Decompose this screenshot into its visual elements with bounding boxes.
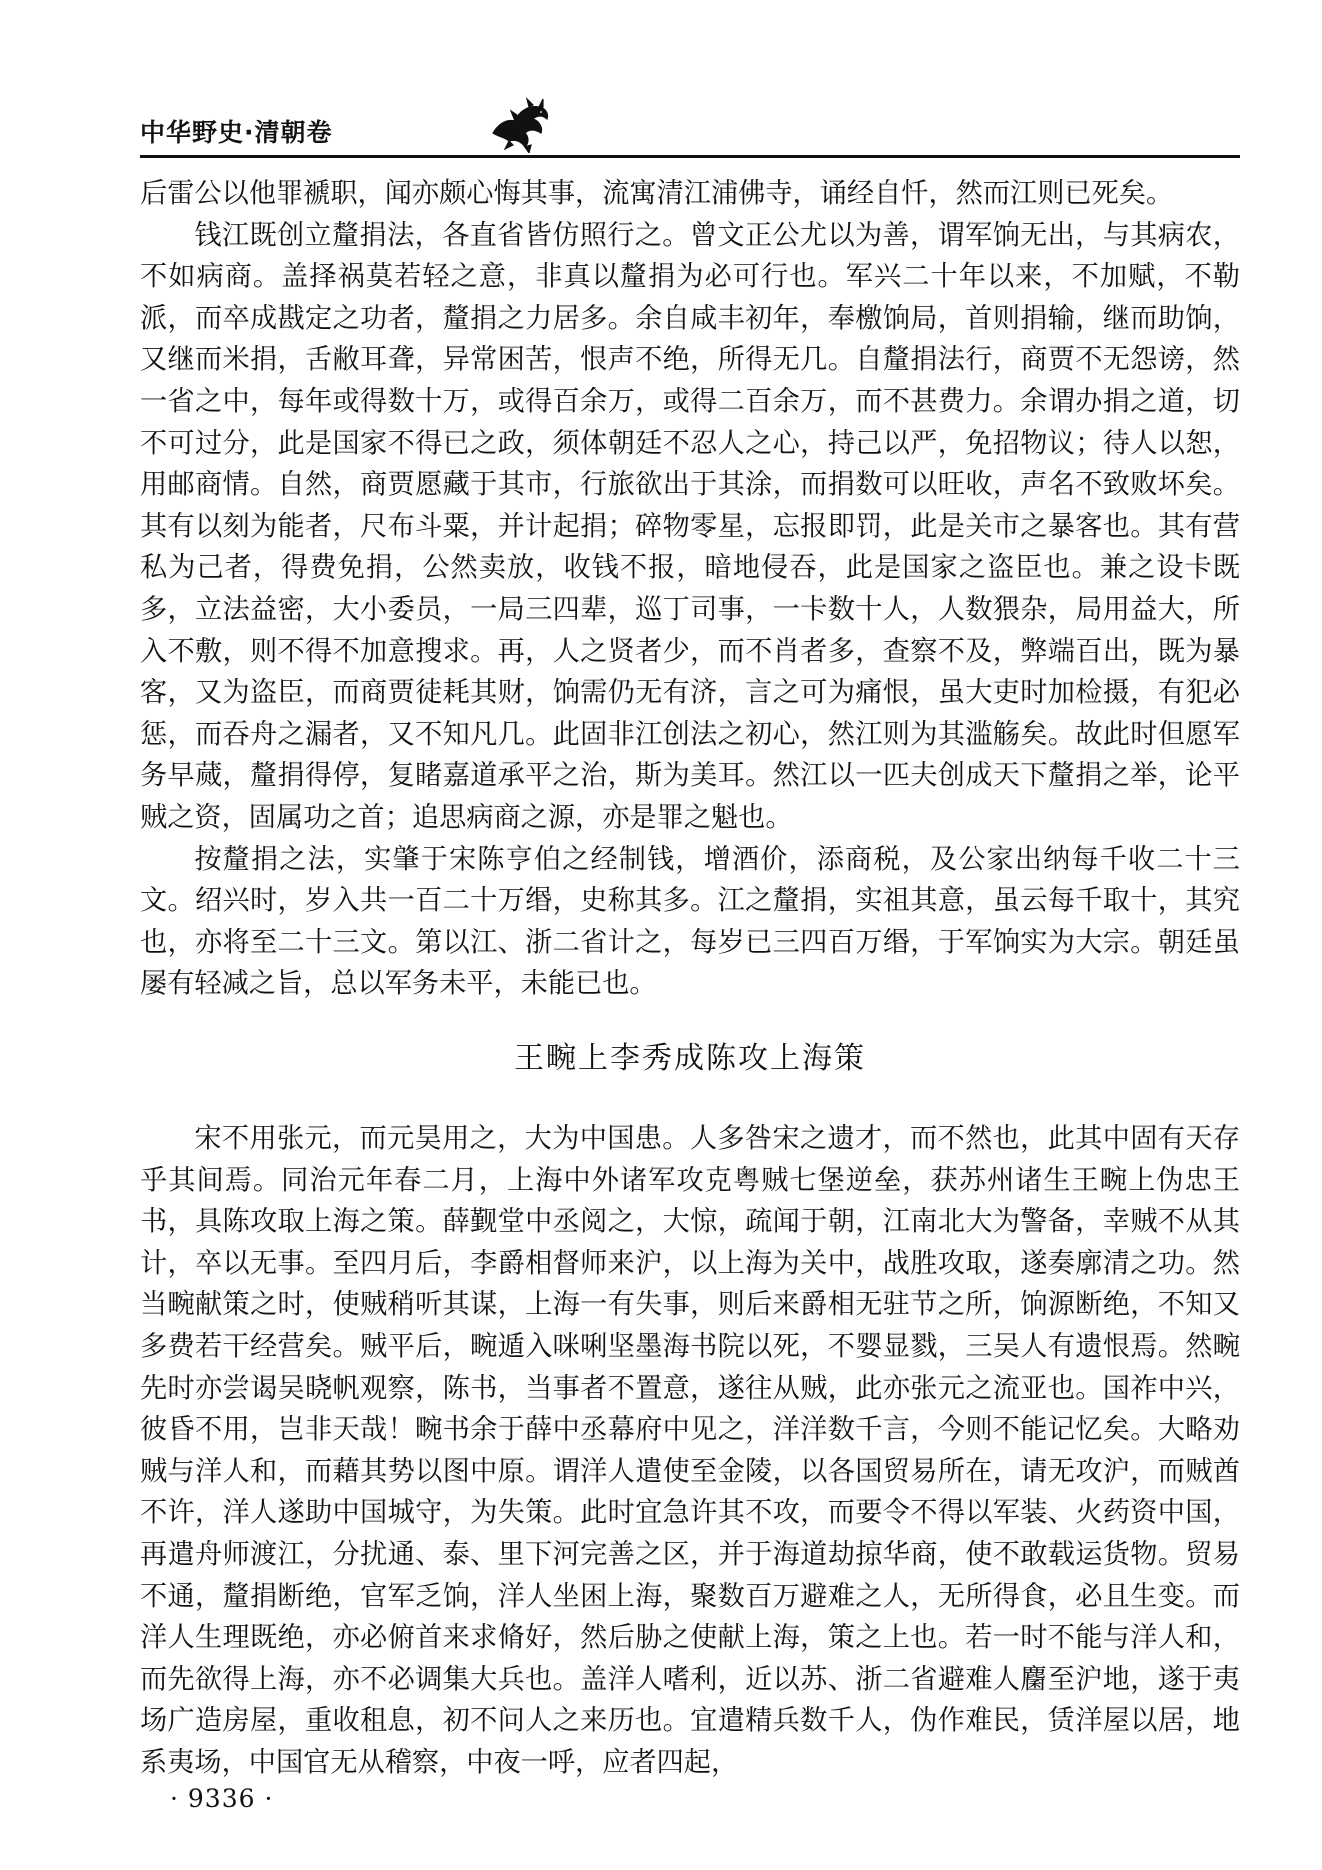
body-text-top <box>140 173 1240 1005</box>
paragraph: 钱江既创立釐捐法，各直省皆仿照行之。曾文正公尤以为善，谓军饷无出，与其病农，不如病商。盖择祸莫若轻之意，非真以釐捐为必可行也。军兴二十年以来，不加赋，不勒派，而卒成戡定之功者，釐捐之力居多。余自咸丰初年，奉檄饷局，首则捐输，继而助饷，又继而米捐，舌敝耳聋，异常困苦，恨声不绝，所得无几。自釐捐法行，商贾不无怨谤，然一省之中，每年或得数十万，或得百余万，或得二百余万，而不甚费力。余谓办捐之道，切不可过分，此是国家不得已之政，须体朝廷不忍人之心，持己以严，免招物议；待人以恕，用邮商情。自然，商贾愿藏于其市，行旅欲出于其涂，而捐数可以旺收，声名不致败坏矣。其有以刻为能者，尺布斗粟，并计起捐；碎物零星，忘报即罚，此是关市之暴客也。其有营私为己者，得费免捐，公然卖放，收钱不报，暗地侵吞，此是国家之盗臣也。兼之设卡既多，立法益密，大小委员，一局三四辈，巡丁司事，一卡数十人，人数猥杂，局用益大，所入不敷，则不得不加意搜求。再，人之贤者少，而不肖者多，查察不及，弊端百出，既为暴客，又为盗臣，而商贾徒耗其财，饷需仍无有济，言之可为痛恨，虽大吏时加检摄，有犯必惩，而吞舟之漏者，又不知凡几。此固非江创法之初心，然江则为其滥觞矣。故此时但愿军务早蒇，釐捐得停，复睹嘉道承平之治，斯为美耳。然江以一匹夫创成天下釐捐之举，论平贼之资，固属功之首；追思病商之源，亦是罪之魁也。 <box>140 219 1240 833</box>
paragraph: 宋不用张元，而元昊用之，大为中国患。人多咎宋之遗才，而不然也，此其中固有天存乎其间焉。同治元年春二月，上海中外诸军攻克粤贼七堡逆垒，获苏州诸生王畹上伪忠王书，具陈攻取上海之策。薛觐堂中丞阅之，大惊，疏闻于朝，江南北大为警备，幸贼不从其计，卒以无事。至四月后，李爵相督师来沪，以上海为关中，战胜攻取，遂奏廓清之功。然当畹献策之时，使贼稍听其谋，上海一有失事，则后来爵相无驻节之所，饷源断绝，不知又多费若干经营矣。贼平后，畹遁入咪唎坚墨海书院以死，不婴显戮，三吴人有遗恨焉。然畹先时亦尝谒吴晓帆观察，陈书，当事者不置意，遂往从贼，此亦张元之流亚也。国祚中兴，彼昏不用，岂非天哉！畹书余于薛中丞幕府中见之，洋洋数千言，今则不能记忆矣。大略劝贼与洋人和，而藉其势以图中原。谓洋人遣使至金陵，以各国贸易所在，请无攻沪，而贼酋不许，洋人遂助中国城守，为失策。此时宜急许其不攻，而要令不得以军装、火药资中国，再遣舟师渡江，分扰通、泰、里下河完善之区，并于海道劫掠华商，使不敢载运货物。贸易不通，釐捐断绝，官军乏饷，洋人坐困上海，聚数百万避难之人，无所得食，必且生变。而洋人生理既绝，亦必俯首来求脩好，然后胁之使献上海，策之上也。若一时不能与洋人和，而先欲得上海，亦不必调集大兵也。盖洋人嗜利，近以苏、浙二省避难人麕至沪地，遂于夷场广造房屋，重收租息，初不问人之来历也。宜遣精兵数千人，伪作难民，赁洋屋以居，地系夷场，中国官无从稽察，中夜一呼，应者四起， <box>140 1123 1240 1778</box>
page-number: · 9336 · <box>170 1784 274 1813</box>
section-title: 王畹上李秀成陈攻上海策 <box>514 1041 866 1076</box>
page-header <box>140 103 1240 163</box>
paragraph: 后雷公以他罪褫职，闻亦颇心悔其事，流寓清江浦佛寺，诵经自忏，然而江则已死矣。 <box>140 178 1174 209</box>
paragraph: 按釐捐之法，实肇于宋陈亨伯之经制钱，增酒价，添商税，及公家出纳每千收二十三文。绍兴时，岁入共一百二十万缗，史称其多。江之釐捐，实祖其意，虽云每千取十，其究也，亦将至二十三文。第以江、浙二省计之，每岁已三四百万缗，于军饷实为大宗。朝廷虽屡有轻减之旨，总以军务未平，未能已也。 <box>140 843 1240 1000</box>
body-text-bottom <box>140 1118 1240 1784</box>
book-title: 中华野史·清朝卷 <box>140 118 333 147</box>
header-rule <box>140 155 1240 158</box>
dragon-emblem-icon <box>485 93 555 153</box>
